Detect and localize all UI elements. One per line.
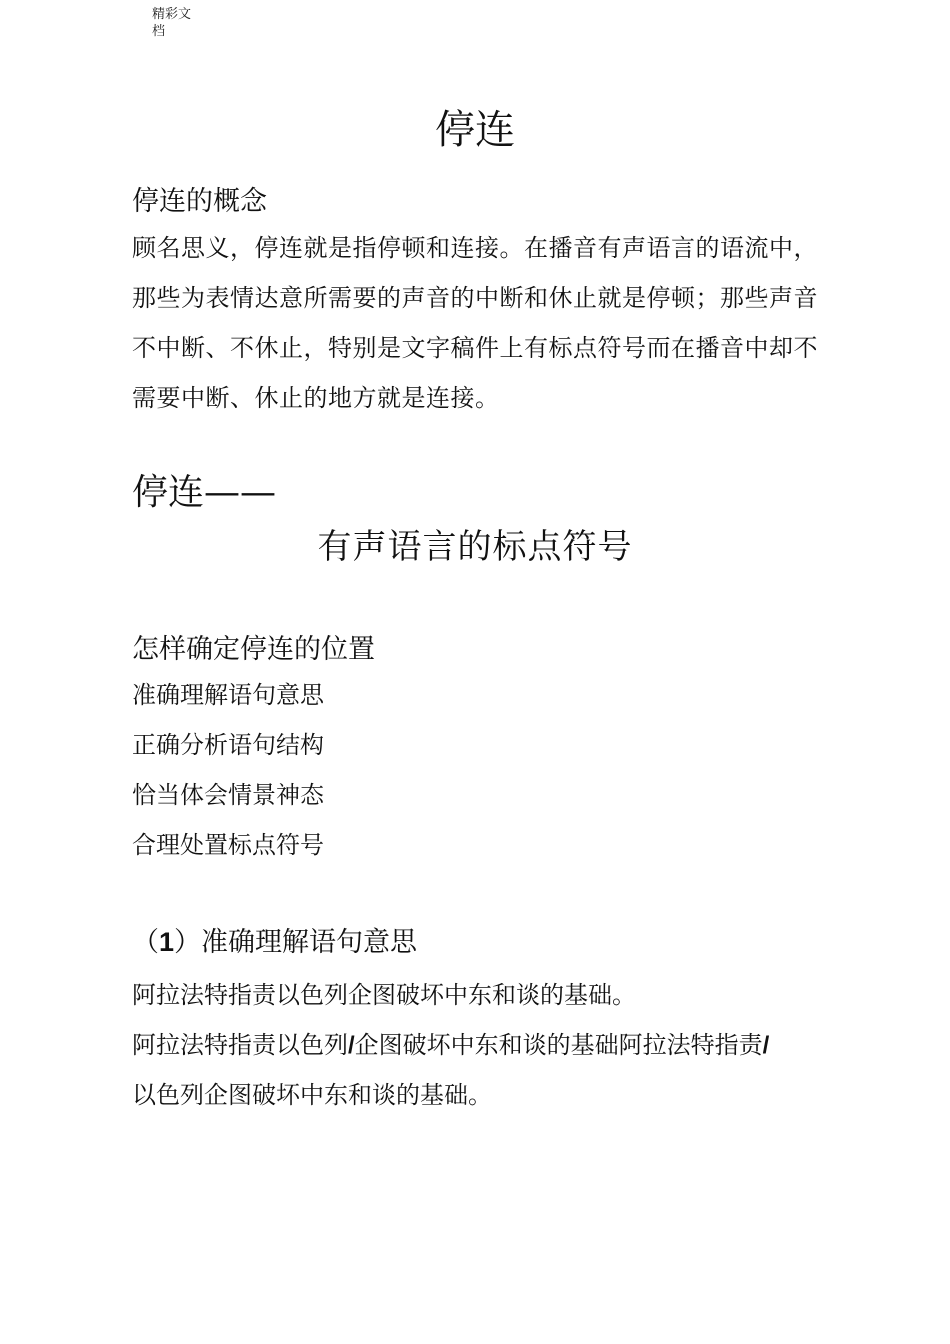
section-subtitle: 有声语言的标点符号: [317, 527, 633, 567]
position-item: 合理处置标点符号: [132, 831, 324, 859]
position-item: 正确分析语句结构: [132, 731, 324, 759]
pause-slash: /: [762, 1032, 770, 1059]
position-item: 恰当体会情景神态: [132, 781, 324, 809]
section-title: 停连——: [132, 472, 277, 513]
example-line-2-part-a: 阿拉法特指责以色列: [132, 1031, 348, 1059]
page-title: 停连: [435, 107, 515, 153]
concept-heading: 停连的概念: [132, 186, 267, 217]
position-item: 准确理解语句意思: [132, 681, 324, 709]
example-heading: [132, 924, 417, 961]
pause-slash: /: [348, 1032, 355, 1059]
example-heading-text: ）准确理解语句意思: [174, 927, 418, 958]
example-heading-prefix: （: [132, 927, 159, 958]
example-heading-number: 1: [159, 927, 175, 957]
example-line-3: 以色列企图破坏中东和谈的基础。: [132, 1081, 492, 1109]
header-watermark: 精彩文档: [152, 7, 192, 39]
concept-paragraph: 顾名思义，停连就是指停顿和连接。在播音有声语言的语流中，那些为表情达意所需要的声音的中断和休止就是停顿；那些声音不中断、不休止，特别是文字稿件上有标点符号而在播音中却不需要中断、休止的地方就是连接。: [132, 234, 818, 412]
example-sentence: 阿拉法特指责以色列企图破坏中东和谈的基础。: [132, 981, 636, 1009]
example-line-2: [132, 1029, 832, 1062]
position-heading: 怎样确定停连的位置: [132, 634, 375, 665]
example-line-2-part-b: 企图破坏中东和谈的基础阿拉法特指责: [354, 1031, 763, 1059]
